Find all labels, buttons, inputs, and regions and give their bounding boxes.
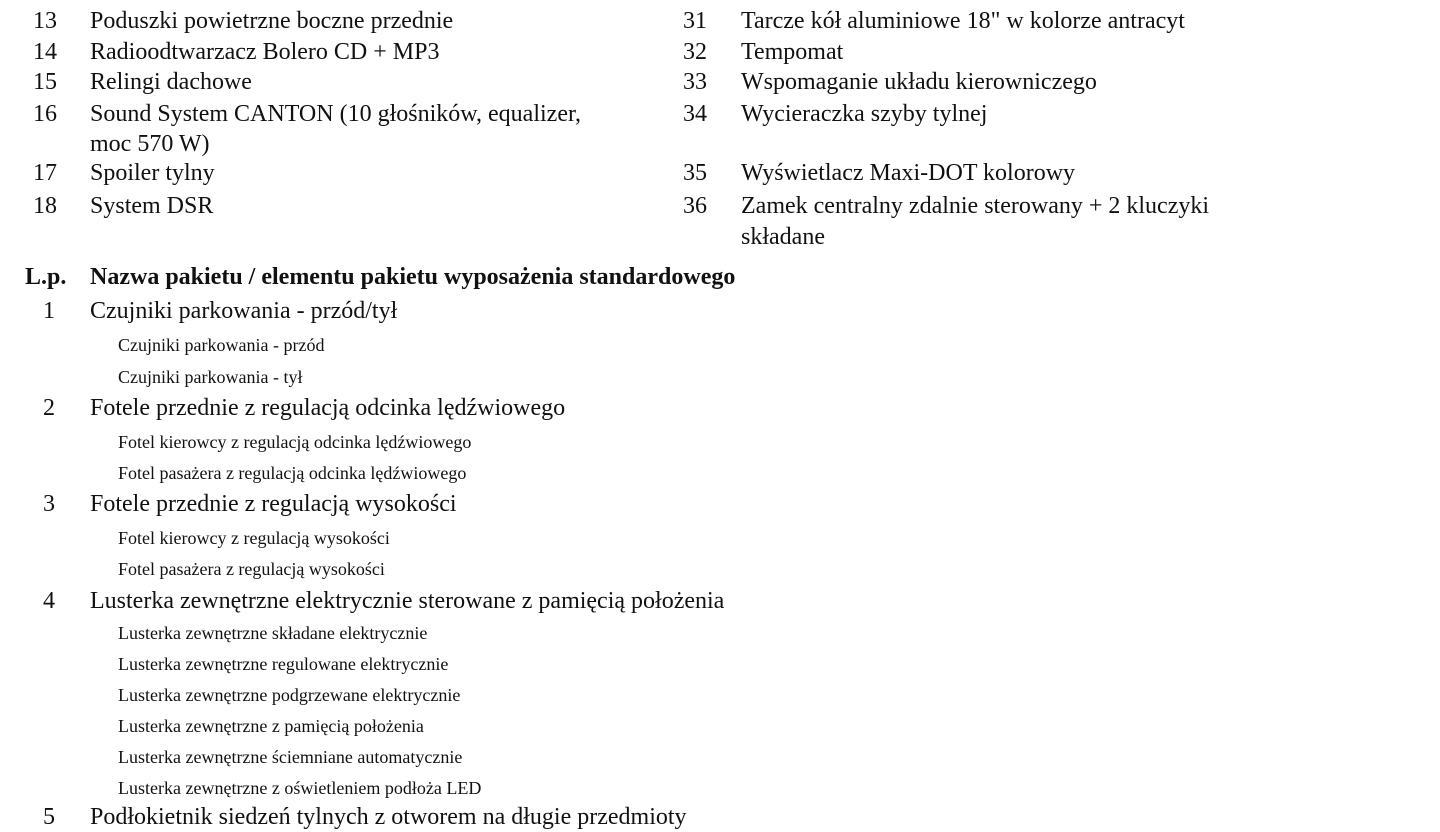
item-text: Wycieraczka szyby tylnej [741, 101, 988, 127]
package-element: Lusterka zewnętrzne z oświetleniem podłoża LED [118, 778, 482, 798]
item-text: Wspomaganie układu kierowniczego [741, 69, 1097, 95]
item-text: Tempomat [741, 39, 844, 65]
item-number: 32 [683, 39, 707, 65]
item-text: Sound System CANTON (10 głośników, equalizer, [90, 101, 582, 127]
package-name: Czujniki parkowania - przód/tył [90, 298, 398, 324]
item-text: Spoiler tylny [90, 160, 215, 186]
package-number: 5 [43, 804, 55, 830]
package-name: Fotele przednie z regulacją wysokości [90, 491, 457, 517]
item-text-line2: składane [741, 224, 825, 250]
lp-column-header: L.p. [25, 264, 67, 290]
package-element: Fotel kierowcy z regulacją odcinka lędźwiowego [118, 432, 472, 452]
package-element: Fotel pasażera z regulacją odcinka lędźwiowego [118, 463, 467, 483]
item-number: 13 [33, 8, 57, 34]
item-text: Relingi dachowe [90, 69, 252, 95]
item-number: 34 [683, 101, 707, 127]
item-number: 15 [33, 69, 57, 95]
package-element: Lusterka zewnętrzne ściemniane automatycznie [118, 747, 463, 767]
package-element: Lusterka zewnętrzne regulowane elektrycznie [118, 654, 449, 674]
item-text-line2: moc 570 W) [90, 131, 210, 157]
item-text: Poduszki powietrzne boczne przednie [90, 8, 454, 34]
package-number: 3 [43, 491, 55, 517]
item-number: 17 [33, 160, 57, 186]
package-number: 1 [43, 298, 55, 324]
name-column-header: Nazwa pakietu / elementu pakietu wyposażenia standardowego [90, 264, 736, 290]
package-name: Lusterka zewnętrzne elektrycznie sterowane z pamięcią położenia [90, 588, 725, 614]
item-text: Radioodtwarzacz Bolero CD + MP3 [90, 39, 440, 65]
item-text: Wyświetlacz Maxi-DOT kolorowy [741, 160, 1076, 186]
package-element: Fotel pasażera z regulacją wysokości [118, 559, 385, 579]
package-number: 2 [43, 395, 55, 421]
item-number: 35 [683, 160, 707, 186]
package-number: 4 [43, 588, 55, 614]
package-name: Podłokietnik siedzeń tylnych z otworem na długie przedmioty [90, 804, 687, 830]
package-element: Czujniki parkowania - przód [118, 335, 325, 355]
item-number: 36 [683, 193, 707, 219]
item-number: 18 [33, 193, 57, 219]
package-element: Czujniki parkowania - tył [118, 367, 303, 387]
package-element: Lusterka zewnętrzne z pamięcią położenia [118, 716, 424, 736]
item-number: 33 [683, 69, 707, 95]
item-number: 14 [33, 39, 57, 65]
package-name: Fotele przednie z regulacją odcinka lędźwiowego [90, 395, 566, 421]
package-element: Fotel kierowcy z regulacją wysokości [118, 528, 390, 548]
package-element: Lusterka zewnętrzne podgrzewane elektrycznie [118, 685, 461, 705]
package-element: Lusterka zewnętrzne składane elektrycznie [118, 623, 428, 643]
item-text: System DSR [90, 193, 214, 219]
item-number: 16 [33, 101, 57, 127]
item-text: Tarcze kół aluminiowe 18" w kolorze antracyt [741, 8, 1185, 34]
item-number: 31 [683, 8, 707, 34]
item-text: Zamek centralny zdalnie sterowany + 2 kluczyki [741, 193, 1210, 219]
